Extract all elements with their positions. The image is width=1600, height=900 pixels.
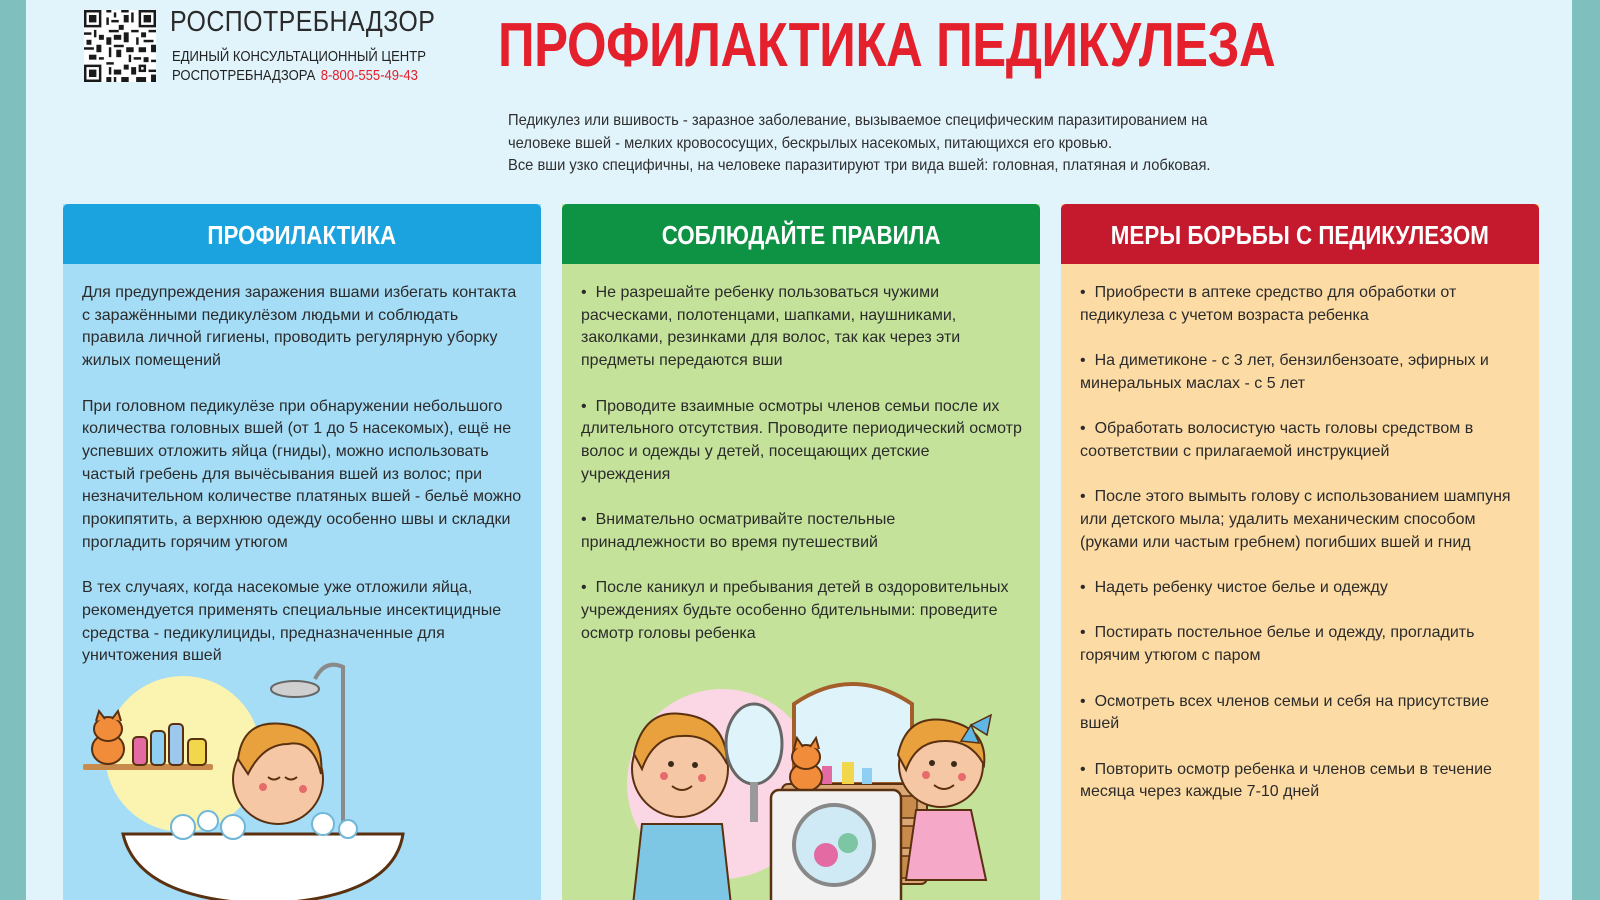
org-name: РОСПОТРЕБНАДЗОР	[170, 6, 436, 38]
rules-header: СОБЛЮДАЙТЕ ПРАВИЛА	[562, 204, 1040, 264]
paragraph: В тех случаях, когда насекомые уже отложили яйца, рекомендуется применять специальные инсектицидные средства - педикулициды, предназначенные для уничтожения вшей	[82, 579, 502, 665]
qr-code-icon[interactable]	[84, 10, 156, 82]
consult-center-line-2: РОСПОТРЕБНАДЗОРА 8-800-555-49-43	[172, 68, 418, 84]
prevention-body	[63, 264, 541, 668]
intro-line: Педикулез или вшивость - заразное заболевание, вызываемое специфическим паразитированием на	[508, 112, 1208, 129]
list-item: • Приобрести в аптеке средство для обработки от педикулеза с учетом возраста ребенка	[1080, 282, 1521, 327]
list-item: • После этого вымыть голову с использованием шампуня или детского мыла; удалить механическим способом (руками или частым гребнем) погибших вшей и гнид	[1080, 486, 1521, 554]
list-item: • Проводите взаимные осмотры членов семьи после их длительного отсутствия. Проводите периодический осмотр волос и одежды у детей, посещающих детские учреждения	[581, 396, 1022, 487]
intro-line: человеке вшей - мелких кровососущих, бескрылых насекомых, питающихся его кровью.	[508, 134, 1113, 152]
hotline-phone[interactable]: 8-800-555-49-43	[320, 68, 418, 84]
consult-center-line: ЕДИНЫЙ КОНСУЛЬТАЦИОННЫЙ ЦЕНТР	[172, 49, 426, 65]
treatment-header: МЕРЫ БОРЬБЫ С ПЕДИКУЛЕЗОМ	[1061, 204, 1539, 264]
list-item: • Постирать постельное белье и одежду, прогладить горячим утюгом с паром	[1080, 622, 1521, 667]
paragraph: При головном педикулёзе при обнаружении небольшого количества головных вшей (от 1 до 5 насекомых), ещё не успевших отложить яйца (гниды), можно использовать частый гребень для вычёсывания вшей из волос; при незначительном количестве платяных вшей - бельё можно прокипятить, а верхнюю одежду особенно швы и складки прогладить горячим утюгом	[82, 397, 522, 551]
list-item: • Надеть ребенку чистое белье и одежду	[1080, 577, 1521, 600]
intro-line: Все вши узко специфичны, на человеке паразитируют три вида вшей: головная, платяная и лобковая.	[508, 157, 1211, 174]
treatment-body	[1061, 264, 1539, 804]
list-item: • Обработать волосистую часть головы средством в соответствии с прилагаемой инструкцией	[1080, 418, 1521, 463]
paragraph: Для предупреждения заражения вшами избегать контакта с заражёнными педикулёзом людьми и соблюдать правила личной гигиены, проводить регулярную уборку жилых помещений	[82, 284, 517, 370]
rules-body	[562, 264, 1040, 645]
intro-text	[508, 110, 1508, 178]
list-item: • Осмотреть всех членов семьи и себя на присутствие вшей	[1080, 691, 1521, 736]
prevention-header: ПРОФИЛАКТИКА	[63, 204, 541, 264]
list-item: • Не разрешайте ребенку пользоваться чужими расческами, полотенцами, шапками, наушниками, заколками, резинками для волос, так как через эти предметы передаются вши	[581, 282, 1022, 373]
list-item: • На диметиконе - с 3 лет, бензилбензоате, эфирных и минеральных маслах - с 5 лет	[1080, 350, 1521, 395]
list-item: • После каникул и пребывания детей в оздоровительных учреждениях будьте особенно бдительными: проведите осмотр головы ребенка	[581, 577, 1022, 645]
child-washing-machine-illustration	[766, 705, 1056, 900]
list-item: • Повторить осмотр ребенка и членов семьи в течение месяца через каждые 7-10 дней	[1080, 759, 1521, 804]
treatment-column	[1061, 204, 1539, 900]
child-bathing-illustration	[63, 659, 541, 900]
poster	[26, 0, 1572, 900]
page-title: ПРОФИЛАКТИКА ПЕДИКУЛЕЗА	[498, 11, 1276, 80]
list-item: • Внимательно осматривайте постельные принадлежности во время путешествий	[581, 509, 1022, 554]
prevention-column	[63, 204, 541, 900]
